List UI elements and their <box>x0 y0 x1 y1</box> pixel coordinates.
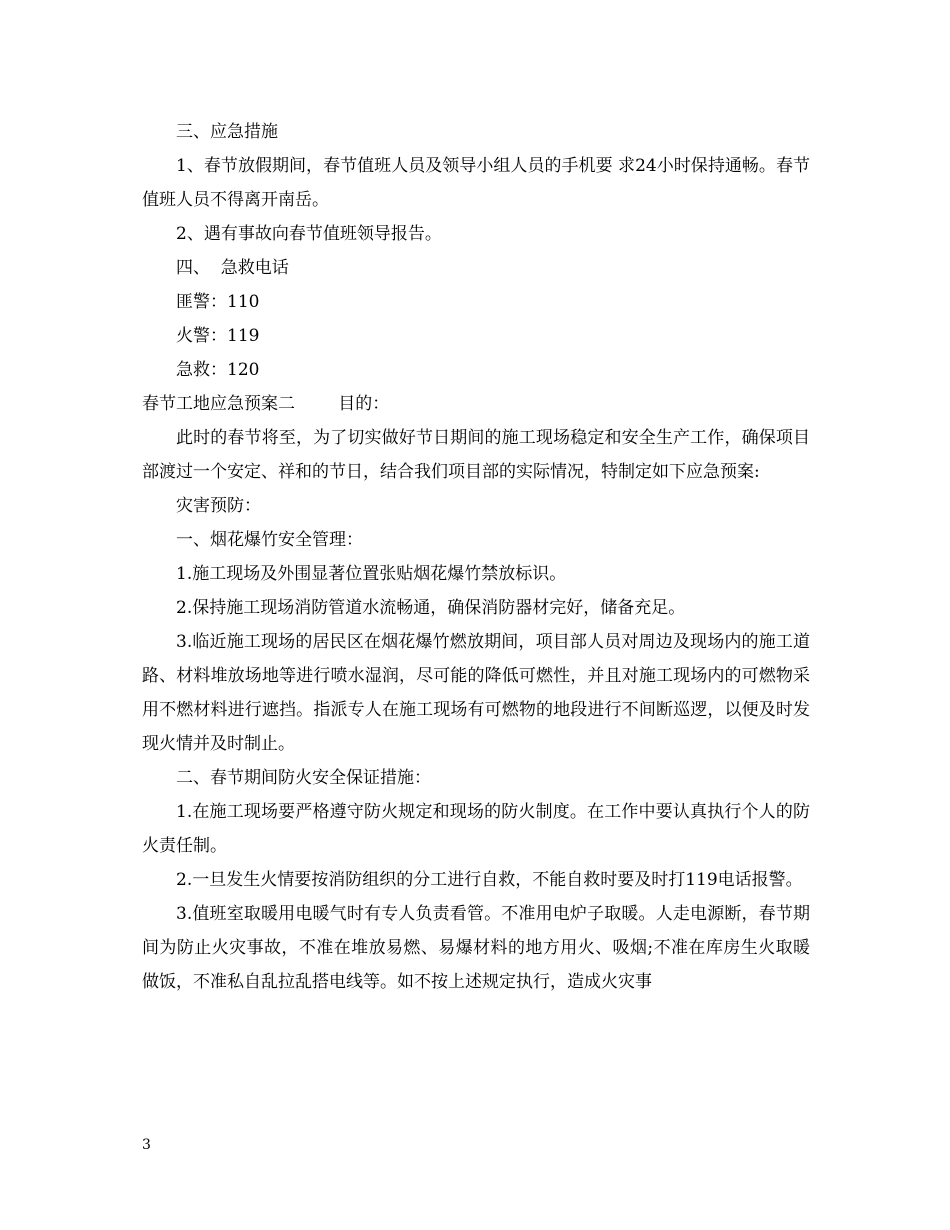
paragraph-fireworks-1: 1.施工现场及外围显著位置张贴烟花爆竹禁放标识。 <box>176 564 567 584</box>
section-heading-fire-safety: 二、春节期间防火安全保证措施： <box>176 768 431 788</box>
section-heading-emergency-measures: 三、应急措施 <box>176 122 278 142</box>
paragraph-phone-on-duty: 1、春节放假期间，春节值班人员及领导小组人员的手机要 求24小时保持通畅。春节值班人员不得离开南岳。 <box>142 156 810 210</box>
phone-ambulance: 急救：120 <box>176 360 260 380</box>
paragraph-fire-safety-3: 3.值班室取暖用电暖气时有专人负责看管。不准用电炉子取暖。人走电源断，春节期间为防止火灾事故，不准在堆放易燃、易爆材料的地方用火、吸烟;不准在库房生火取暖做饭，不准私自乱拉乱搭电线等。如不按上述规定执行，造成火灾事 <box>142 904 810 992</box>
section-heading-disaster-prevention: 灾害预防： <box>176 496 261 516</box>
paragraph-fire-safety-2: 2.一旦发生火情要按消防组织的分工进行自救，不能自救时要及时打119电话报警。 <box>176 870 803 890</box>
paragraph-fireworks-2: 2.保持施工现场消防管道水流畅通，确保消防器材完好，储备充足。 <box>176 598 686 618</box>
paragraph-fire-safety-1: 1.在施工现场要严格遵守防火规定和现场的防火制度。在工作中要认真执行个人的防火责任制。 <box>142 802 810 856</box>
paragraph-purpose: 此时的春节将至，为了切实做好节日期间的施工现场稳定和安全生产工作，确保项目部渡过一个安定、祥和的节日，结合我们项目部的实际情况，特制定如下应急预案: <box>142 428 810 482</box>
phone-police: 匪警：110 <box>176 292 260 312</box>
section-heading-emergency-phones: 四、 急救电话 <box>176 258 289 278</box>
paragraph-report-accident: 2、遇有事故向春节值班领导报告。 <box>176 224 442 244</box>
page-number: 3 <box>142 1137 151 1153</box>
plan-two-title: 春节工地应急预案二 目的： <box>142 394 390 414</box>
phone-fire: 火警：119 <box>176 326 260 346</box>
section-heading-fireworks: 一、烟花爆竹安全管理： <box>176 530 363 550</box>
document-body <box>142 115 810 999</box>
paragraph-fireworks-3: 3.临近施工现场的居民区在烟花爆竹燃放期间，项目部人员对周边及现场内的施工道路、材料堆放场地等进行喷水湿润，尽可能的降低可燃性，并且对施工现场内的可燃物采用不燃材料进行遮挡。指派专人在施工现场有可燃物的地段进行不间断巡逻，以便及时发现火情并及时制止。 <box>142 632 810 754</box>
